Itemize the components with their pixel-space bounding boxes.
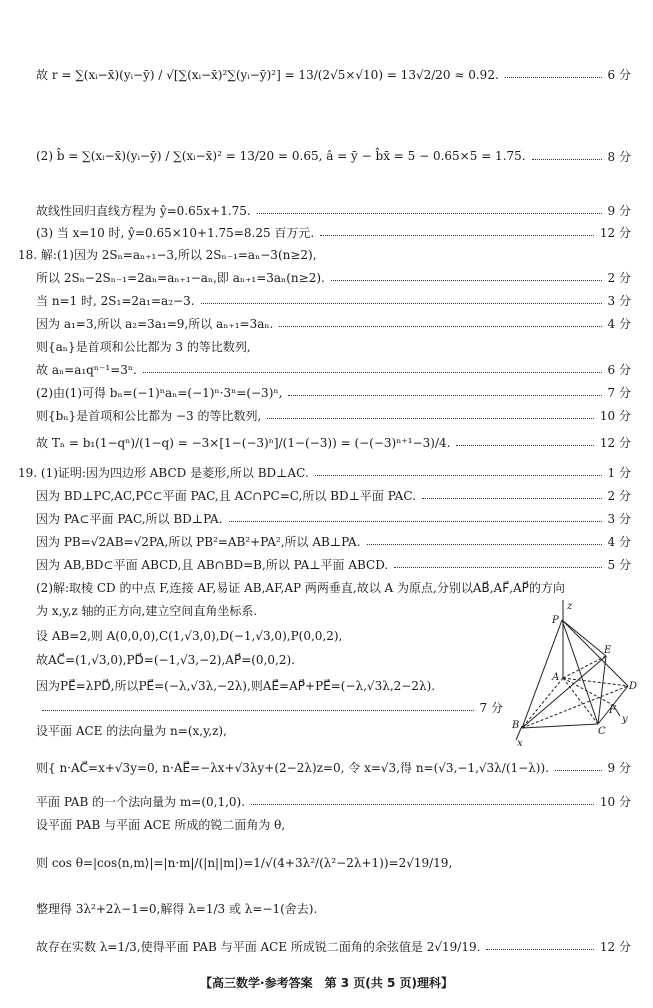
line-r-formula: 故 r = ∑(xᵢ−x̄)(yᵢ−ȳ) / √[∑(xᵢ−x̄)²∑(yᵢ−ȳ)²] = 13/(2√5×√10) = 13√2/20 ≈ 0.92. 6 分 — [36, 67, 631, 82]
line-q19-11: 7 分 — [36, 697, 503, 717]
line-q19-9: 故AC⃗=(1,√3,0),PD⃗=(−1,√3,−2),AP⃗=(0,0,2). — [36, 652, 295, 667]
line-q18-4: 因为 a₁=3,所以 a₂=3a₁=9,所以 aₙ₊₁=3aₙ. 4 分 — [36, 316, 631, 331]
line-q19-15: 设平面 PAB 与平面 ACE 所成的锐二面角为 θ, — [36, 817, 286, 832]
label-a: A — [552, 672, 560, 683]
line-q19-7: 为 x,y,z 轴的正方向,建立空间直角坐标系. — [36, 603, 258, 618]
line-q19-12: 设平面 ACE 的法向量为 n=(x,y,z), — [36, 723, 227, 738]
page-footer: 【高三数学·参考答案 第 3 页(共 5 页)理科】 — [200, 976, 453, 990]
line-q18-start: 18. 解:(1)因为 2Sₙ=aₙ₊₁−3,所以 2Sₙ₋₁=aₙ−3(n≥2), — [18, 247, 317, 262]
line-prediction: (3) 当 x=10 时, ŷ=0.65×10+1.75=8.25 百万元. 12 分 — [36, 225, 631, 240]
line-q19-14: 平面 PAB 的一个法向量为 m=(0,1,0). 10 分 — [36, 794, 631, 809]
line-q18-9: 故 Tₙ = b₁(1−qⁿ)/(1−q) = −3×[1−(−3)ⁿ]/(1−(−3)) = (−(−3)ⁿ⁺¹−3)/4. 12 分 — [36, 435, 631, 450]
line-b-hat: (2) b̂ = ∑(xᵢ−x̄)(yᵢ−ȳ) / ∑(xᵢ−x̄)² = 13/20 = 0.65, â = ȳ − b̂x̄ = 5 − 0.65×5 = 1.75. 8 分 — [36, 149, 631, 164]
line-q18-3: 当 n=1 时, 2S₁=2a₁=a₂−3. 3 分 — [36, 293, 631, 308]
line-q19-13: 则{ n·AC⃗=x+√3y=0, n·AE⃗=−λx+√3λy+(2−2λ)z=0, 令 x=√3,得 n=(√3,−1,√3λ/(1−λ)). 9 分 — [36, 760, 631, 775]
label-f: F — [609, 705, 616, 716]
label-z: z — [567, 601, 573, 612]
line-q19-1: 19. (1)证明:因为四边形 ABCD 是菱形,所以 BD⊥AC. 1 分 — [18, 465, 631, 480]
line-q19-3: 因为 PA⊂平面 PAC,所以 BD⊥PA. 3 分 — [36, 511, 631, 526]
line-q18-2: 所以 2Sₙ−2Sₙ₋₁=2aₙ=aₙ₊₁−aₙ,即 aₙ₊₁=3aₙ(n≥2). 2 分 — [36, 270, 631, 285]
label-y: y — [622, 714, 628, 725]
line-q19-17: 整理得 3λ²+2λ−1=0,解得 λ=1/3 或 λ=−1(舍去). — [36, 901, 318, 916]
line-q18-8: 则{bₙ}是首项和公比都为 −3 的等比数列, 10 分 — [36, 408, 631, 423]
line-q19-10: 因为PE⃗=λPD⃗,所以PE⃗=(−λ,√3λ,−2λ),则AE⃗=AP⃗+PE⃗=(−λ,√3λ,2−2λ). — [36, 678, 436, 693]
label-d: D — [629, 681, 638, 692]
label-x: x — [517, 738, 523, 748]
line-regression-eq: 故线性回归直线方程为 ŷ=0.65x+1.75. 9 分 — [36, 203, 631, 218]
line-q18-7: (2)由(1)可得 bₙ=(−1)ⁿaₙ=(−1)ⁿ·3ⁿ=(−3)ⁿ, 7 分 — [36, 385, 631, 400]
line-q19-16: 则 cos θ=|cos⟨n,m⟩|=|n·m|/(|n||m|)=1/√(4+3λ²/(λ²−2λ+1))=2√19/19, — [36, 855, 453, 870]
line-q19-18: 故存在实数 λ=1/3,使得平面 PAB 与平面 ACE 所成锐二面角的余弦值是 2√19/19. 12 分 — [36, 939, 631, 954]
line-q19-2: 因为 BD⊥PC,AC,PC⊂平面 PAC,且 AC∩PC=C,所以 BD⊥平面 PAC. 2 分 — [36, 488, 631, 503]
line-q19-6: (2)解:取棱 CD 的中点 F,连接 AF,易证 AB,AF,AP 两两垂直,故以 A 为原点,分别以AB⃗,AF⃗,AP⃗的方向 — [36, 580, 565, 595]
line-q19-4: 因为 PB=√2AB=√2PA,所以 PB²=AB²+PA²,所以 AB⊥PA. 4 分 — [36, 534, 631, 549]
line-q18-6: 故 aₙ=a₁qⁿ⁻¹=3ⁿ. 6 分 — [36, 362, 631, 377]
label-e: E — [604, 645, 612, 656]
label-b: B — [512, 720, 520, 731]
label-p: P — [552, 615, 559, 626]
line-q19-8: 设 AB=2,则 A(0,0,0),C(1,√3,0),D(−1,√3,0),P(0,0,2), — [36, 628, 343, 643]
line-q18-5: 则{aₙ}是首项和公比都为 3 的等比数列, — [36, 339, 251, 354]
pyramid-figure — [512, 598, 642, 748]
label-c: C — [598, 726, 606, 737]
line-q19-5: 因为 AB,BD⊂平面 ABCD,且 AB∩BD=B,所以 PA⊥平面 ABCD. 5 分 — [36, 557, 631, 572]
